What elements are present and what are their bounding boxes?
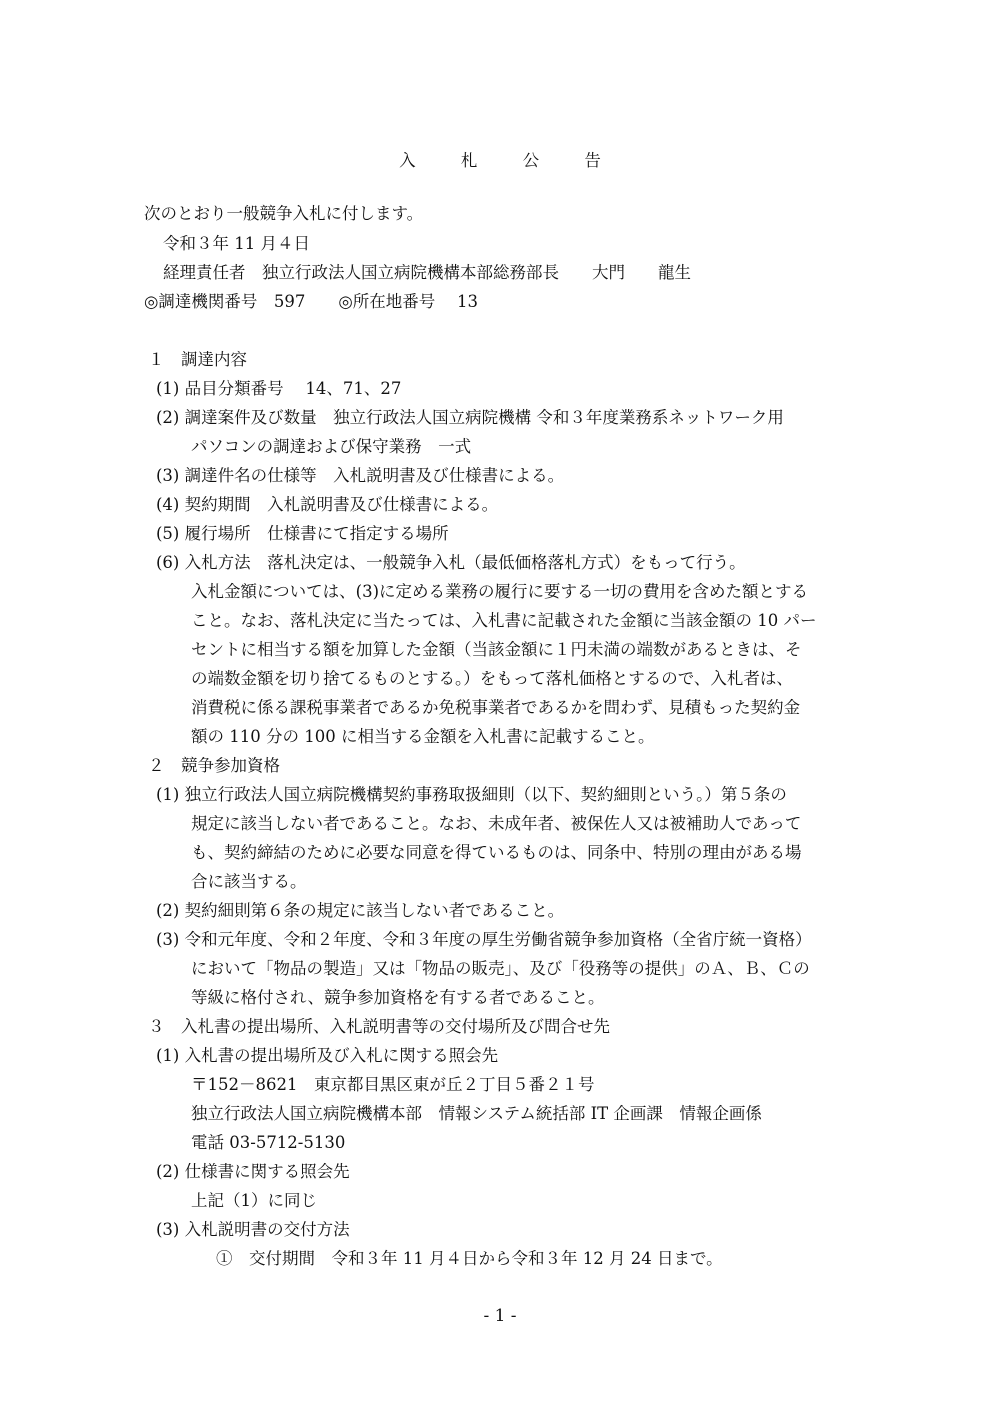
s3-item-2-value: 上記（1）に同じ [191,1191,317,1210]
s2-item-1-line-2: 規定に該当しない者であること。なお、未成年者、被保佐人又は被補助人であって [191,814,802,833]
s1-item-6-para-line: の端数金額を切り捨てるものとする。）をもって落札価格とするので、入札者は、 [191,669,793,688]
intro-statement: 次のとおり一般競争入札に付します。 [144,204,424,223]
s1-item-4: (4) 契約期間 入札説明書及び仕様書による。 [156,495,499,514]
section-3-heading: ３ 入札書の提出場所、入札説明書等の交付場所及び問合せ先 [148,1017,610,1036]
s1-item-6-para-line: セントに相当する額を加算した金額（当該金額に１円未満の端数があるときは、そ [191,640,802,659]
s2-item-1-line-4: 合に該当する。 [191,872,307,891]
intro-officer: 経理責任者 独立行政法人国立病院機構本部総務部長 大門 龍生 [163,263,691,282]
s1-item-1: (1) 品目分類番号 14、71、27 [156,379,402,398]
s3-telephone: 電話 03-5712-5130 [191,1133,346,1152]
intro-codes: ◎調達機関番号 597 ◎所在地番号 13 [144,292,479,311]
s3-organization: 独立行政法人国立病院機構本部 情報システム統括部 IT 企画課 情報企画係 [191,1104,762,1123]
s1-item-2-line-2: パソコンの調達および保守業務 一式 [191,437,472,456]
s3-item-3: (3) 入札説明書の交付方法 [156,1220,350,1239]
s3-item-3-value: ① 交付期間 令和３年 11 月４日から令和３年 12 月 24 日まで。 [216,1249,723,1268]
section-2-heading: ２ 競争参加資格 [148,756,280,775]
s1-item-6-para-line: 額の 110 分の 100 に相当する金額を入札書に記載すること。 [191,727,655,746]
s3-item-2: (2) 仕様書に関する照会先 [156,1162,350,1181]
s1-item-6-para-line: 消費税に係る課税事業者であるか免税事業者であるかを問わず、見積もった契約金 [191,698,801,717]
s2-item-3-line-2: において「物品の製造」又は「物品の販売」、及び「役務等の提供」のＡ、Ｂ、Ｃの [191,959,810,978]
s2-item-3-line-3: 等級に格付され、競争参加資格を有する者であること。 [191,988,605,1007]
s3-address: 〒152－8621 東京都目黒区東が丘２丁目５番２１号 [191,1075,595,1094]
s2-item-1-line-3: も、契約締結のために必要な同意を得ているものは、同条中、特別の理由がある場 [191,843,802,862]
s1-item-6: (6) 入札方法 落札決定は、一般競争入札（最低価格落札方式）をもって行う。 [156,553,746,572]
document-title: 入 札 公 告 [399,151,621,170]
s1-item-6-para-line: 入札金額については、(3)に定める業務の履行に要する一切の費用を含めた額とする [191,582,809,601]
s1-item-2-line-1: (2) 調達案件及び数量 独立行政法人国立病院機構 令和３年度業務系ネットワーク用 [156,408,784,427]
s1-item-5: (5) 履行場所 仕様書にて指定する場所 [156,524,449,543]
page-number: - 1 - [483,1306,517,1326]
s2-item-1-line-1: (1) 独立行政法人国立病院機構契約事務取扱細則（以下、契約細則という。）第５条の [156,785,787,804]
s2-item-2: (2) 契約細則第６条の規定に該当しない者であること。 [156,901,565,920]
s3-item-1: (1) 入札書の提出場所及び入札に関する照会先 [156,1046,499,1065]
section-1-heading: １ 調達内容 [148,350,247,369]
s1-item-6-para-line: こと。なお、落札決定に当たっては、入札書に記載された金額に当該金額の 10 パー [191,611,817,630]
s2-item-3-line-1: (3) 令和元年度、令和２年度、令和３年度の厚生労働省競争参加資格（全省庁統一資格） [156,930,812,949]
s1-item-3: (3) 調達件名の仕様等 入札説明書及び仕様書による。 [156,466,565,485]
intro-date: 令和３年 11 月４日 [163,234,310,253]
